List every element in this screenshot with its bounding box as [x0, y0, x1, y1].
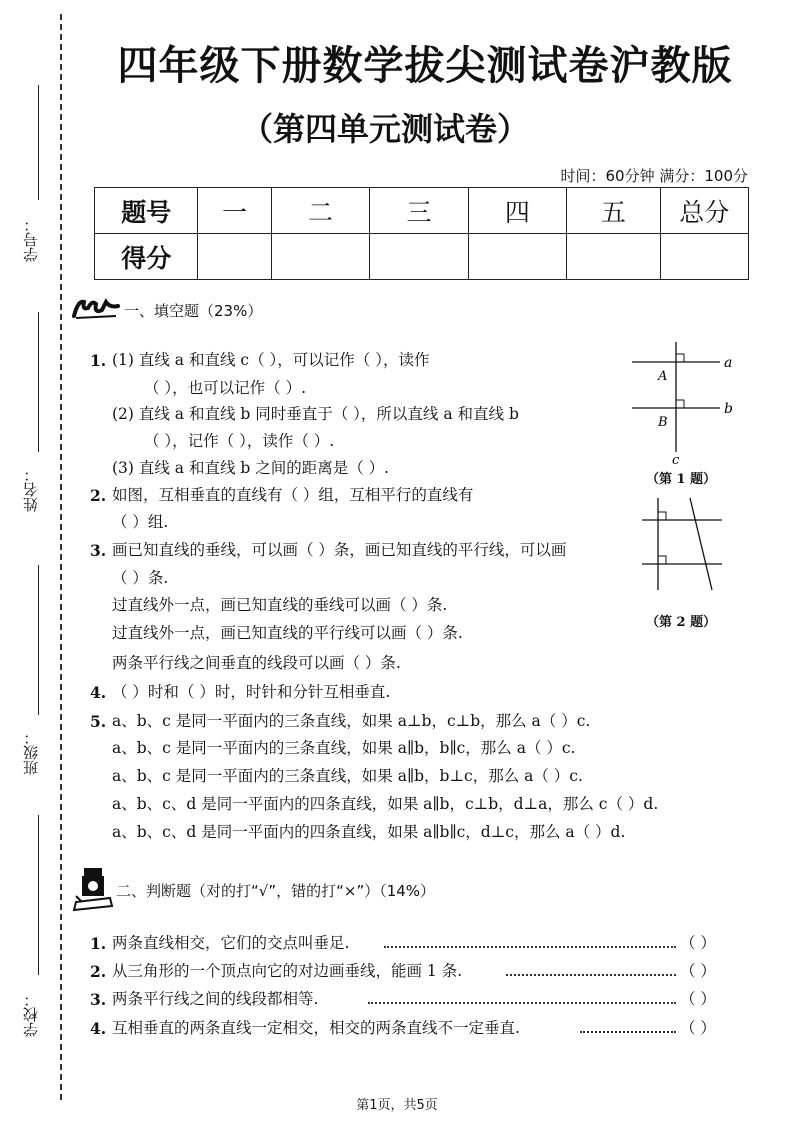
- question-line: (1) 直线 a 和直线 c（ ），可以记作（ ），读作: [112, 351, 430, 369]
- judge-answer-blank[interactable]: （ ）: [680, 934, 716, 952]
- figure-2: [640, 494, 740, 604]
- question-number: 4.: [90, 683, 107, 702]
- school-field[interactable]: [38, 815, 39, 975]
- question-line: （ ），也可以记作（ ）.: [144, 379, 307, 397]
- question-line: 画已知直线的垂线，可以画（ ）条，画已知直线的平行线，可以画: [112, 541, 567, 559]
- question-line: a、b、c 是同一平面内的三条直线，如果 a⊥b，c⊥b，那么 a（ ）c.: [112, 712, 591, 730]
- question-line: (3) 直线 a 和直线 b 之间的距离是（ ）.: [112, 459, 390, 477]
- question-line: 两条平行线之间垂直的线段可以画（ ）条.: [112, 654, 401, 672]
- question-number: 5.: [90, 712, 107, 731]
- question-line: (2) 直线 a 和直线 b 同时垂直于（ ），所以直线 a 和直线 b: [112, 405, 519, 423]
- class-label: 班级：: [22, 730, 40, 776]
- section-decoration-icon: [72, 866, 114, 918]
- school-label: 学校：: [22, 992, 40, 1038]
- judge-text: 两条直线相交，它们的交点叫垂足.: [112, 934, 350, 952]
- score-cell[interactable]: [468, 234, 566, 280]
- judge-text: 两条平行线之间的线段都相等.: [112, 990, 319, 1008]
- student-number-label: 学号：: [22, 217, 40, 263]
- question-number: 3.: [90, 541, 107, 560]
- question-line: 如图，互相垂直的直线有（ ）组，互相平行的直线有: [112, 486, 474, 504]
- judge-number: 3.: [90, 990, 107, 1009]
- judge-number: 2.: [90, 962, 107, 981]
- class-field[interactable]: [38, 565, 39, 715]
- page-footer: 第1页，共5页: [356, 1098, 438, 1113]
- question-line: a、b、c、d 是同一平面内的四条直线，如果 a∥b，c⊥b，d⊥a，那么 c（ ）d.: [112, 795, 659, 813]
- question-line: a、b、c 是同一平面内的三条直线，如果 a∥b，b⊥c，那么 a（ ）c.: [112, 767, 583, 785]
- score-col: 二: [271, 188, 369, 234]
- page-subtitle: （第四单元测试卷）: [240, 110, 529, 148]
- score-col: 总分: [660, 188, 748, 234]
- leader-dots: [580, 1031, 676, 1033]
- fig1-label: c: [672, 453, 680, 468]
- question-number: 1.: [90, 351, 107, 370]
- judge-text: 从三角形的一个顶点向它的对边画垂线，能画 1 条.: [112, 962, 463, 980]
- leader-dots: [506, 974, 676, 976]
- fig1-label: B: [658, 415, 668, 430]
- score-row-label: 得分: [95, 234, 198, 280]
- name-label: 姓名：: [22, 467, 40, 513]
- score-col: 五: [567, 188, 660, 234]
- score-cell[interactable]: [660, 234, 748, 280]
- fig1-label: A: [658, 369, 668, 384]
- fig1-label: a: [724, 355, 733, 371]
- score-cell[interactable]: [370, 234, 468, 280]
- question-line: 过直线外一点，画已知直线的垂线可以画（ ）条.: [112, 596, 448, 614]
- question-line: a、b、c、d 是同一平面内的四条直线，如果 a∥b∥c，d⊥c，那么 a（ ）d.: [112, 823, 626, 841]
- figure-2-caption: （第 2 题）: [646, 615, 717, 630]
- time-info: 时间：60分钟 满分：100分: [560, 167, 748, 185]
- judge-number: 1.: [90, 934, 107, 953]
- page-title: 四年级下册数学拔尖测试卷沪教版: [117, 43, 733, 89]
- fig1-label: b: [724, 401, 733, 417]
- question-line: （ ）时和（ ）时，时针和分针互相垂直.: [112, 683, 391, 701]
- score-col: 一: [198, 188, 271, 234]
- judge-answer-blank[interactable]: （ ）: [680, 1019, 716, 1037]
- question-number: 2.: [90, 486, 107, 505]
- score-col: 三: [370, 188, 468, 234]
- section-decoration-icon: [72, 296, 122, 326]
- question-line: 过直线外一点，画已知直线的平行线可以画（ ）条.: [112, 624, 463, 642]
- name-field[interactable]: [38, 312, 39, 452]
- score-cell[interactable]: [567, 234, 660, 280]
- score-col: 四: [468, 188, 566, 234]
- score-header-label: 题号: [95, 188, 198, 234]
- figure-1: [630, 340, 740, 470]
- student-number-field[interactable]: [38, 85, 39, 200]
- judge-answer-blank[interactable]: （ ）: [680, 990, 716, 1008]
- section1-title: 一、填空题（23%）: [124, 302, 263, 320]
- binding-dashed-line: [60, 14, 62, 1100]
- judge-answer-blank[interactable]: （ ）: [680, 962, 716, 980]
- question-line: （ ）组.: [112, 513, 169, 531]
- question-line: a、b、c 是同一平面内的三条直线，如果 a∥b，b∥c，那么 a（ ）c.: [112, 739, 576, 757]
- question-line: （ ），记作（ ），读作（ ）.: [144, 432, 335, 450]
- question-line: （ ）条.: [112, 569, 169, 587]
- judge-text: 互相垂直的两条直线一定相交，相交的两条直线不一定垂直.: [112, 1019, 520, 1037]
- judge-number: 4.: [90, 1019, 107, 1038]
- leader-dots: [384, 946, 676, 948]
- leader-dots: [368, 1002, 676, 1004]
- score-cell[interactable]: [198, 234, 271, 280]
- figure-1-caption: （第 1 题）: [646, 472, 717, 487]
- score-cell[interactable]: [271, 234, 369, 280]
- section2-title: 二、判断题（对的打“√”，错的打“×”）（14%）: [116, 882, 436, 900]
- score-table: [94, 187, 749, 280]
